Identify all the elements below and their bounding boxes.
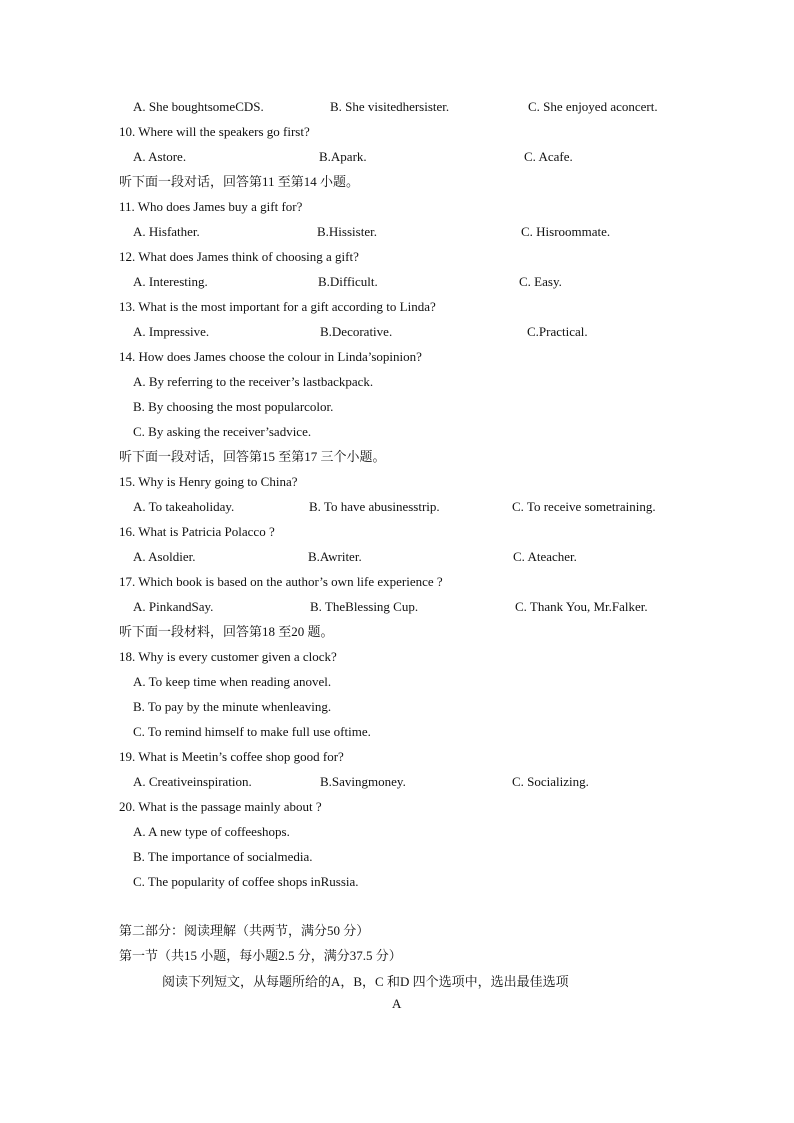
text-line: A [392,996,402,1011]
text-line: 13. What is the most important for a gift according to Linda? [119,299,436,314]
text-line: 听下面一段对话，回答第11 至第14 小题。 [119,174,360,189]
answer-option: B. TheBlessing Cup. [310,599,419,614]
text-line: 第二部分：阅读理解（共两节，满分50 分） [119,923,370,938]
text-line: 14. How does James choose the colour in Linda’sopinion? [119,349,422,364]
answer-option: C. Ateacher. [513,549,577,564]
answer-option: B.Savingmoney. [320,774,406,789]
answer-option: C. Acafe. [524,149,573,164]
text-line: 19. What is Meetin’s coffee shop good for? [119,749,344,764]
text-line: 阅读下列短文，从每题所给的A，B，C 和D 四个选项中，选出最佳选项 [162,974,569,989]
answer-option: C. Hisroommate. [521,224,611,239]
answer-option: C. Socializing. [512,774,589,789]
text-line: C. To remind himself to make full use oftime. [133,724,371,739]
text-line: 第一节（共15 小题，每小题2.5 分，满分37.5 分） [119,948,402,963]
answer-option: A. Creativeinspiration. [133,774,252,789]
text-line: C. By asking the receiver’sadvice. [133,424,312,439]
text-line: A. To keep time when reading anovel. [133,674,332,689]
answer-option: A. Astore. [133,149,187,164]
text-line: A. By referring to the receiver’s lastbackpack. [133,374,374,389]
answer-option: C. She enjoyed aconcert. [528,99,658,114]
answer-option: B.Awriter. [308,549,362,564]
answer-option: A. To takeaholiday. [133,499,235,514]
answer-option: B.Decorative. [320,324,393,339]
text-line: 15. Why is Henry going to China? [119,474,298,489]
answer-option: A. Interesting. [133,274,208,289]
answer-option: B. She visitedhersister. [330,99,450,114]
answer-option: C. To receive sometraining. [512,499,656,514]
text-line: 17. Which book is based on the author’s own life experience ? [119,574,443,589]
answer-option: C. Easy. [519,274,562,289]
answer-option: B.Apark. [319,149,367,164]
text-line: 16. What is Patricia Polacco ? [119,524,275,539]
answer-option: A. Impressive. [133,324,210,339]
text-line: 20. What is the passage mainly about ? [119,799,322,814]
text-line: 11. Who does James buy a gift for? [119,199,303,214]
text-line: C. The popularity of coffee shops inRussia. [133,874,359,889]
answer-option: A. She boughtsomeCDS. [133,99,264,114]
text-line: 听下面一段对话，回答第15 至第17 三个小题。 [119,449,386,464]
text-line: B. To pay by the minute whenleaving. [133,699,332,714]
text-line: 12. What does James think of choosing a gift? [119,249,359,264]
answer-option: C.Practical. [527,324,588,339]
text-line: 18. Why is every customer given a clock? [119,649,337,664]
text-line: A. A new type of coffeeshops. [133,824,290,839]
text-line: B. By choosing the most popularcolor. [133,399,334,414]
answer-option: A. Hisfather. [133,224,200,239]
answer-option: A. PinkandSay. [133,599,214,614]
answer-option: B. To have abusinesstrip. [309,499,440,514]
answer-option: C. Thank You, Mr.Falker. [515,599,648,614]
text-line: 听下面一段材料，回答第18 至20 题。 [119,624,334,639]
answer-option: B.Hissister. [317,224,377,239]
answer-option: A. Asoldier. [133,549,196,564]
answer-option: B.Difficult. [318,274,378,289]
text-line: 10. Where will the speakers go first? [119,124,310,139]
text-line: B. The importance of socialmedia. [133,849,313,864]
